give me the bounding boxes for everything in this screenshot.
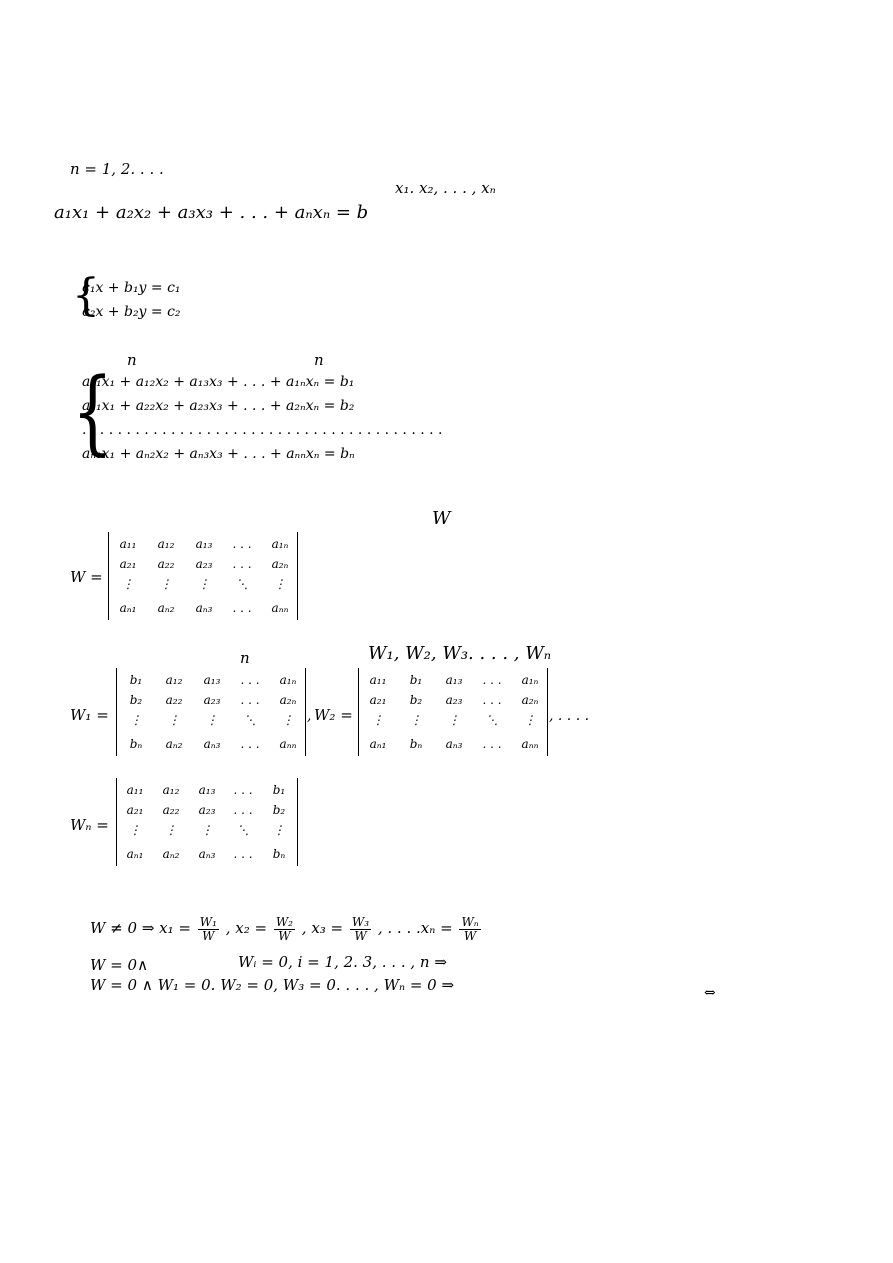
matrix-cell: aₙ₁ [369, 737, 387, 751]
w-list: W₁, W₂, W₃. . . . , Wₙ [368, 643, 552, 664]
matrix-cell: . . . [232, 537, 252, 551]
determinant-separator: , . . . . [549, 708, 590, 724]
matrix-cell: a₂₂ [162, 803, 180, 817]
matrix-cell: a₁₁ [369, 673, 387, 687]
matrix-cell: aₙ₂ [162, 847, 180, 861]
n-values-formula: n = 1, 2. . . . [70, 160, 164, 178]
matrix-cell: a₂₃ [203, 693, 221, 707]
matrix-cell: aₙₙ [521, 737, 539, 751]
determinant-label: W₁ = [70, 706, 109, 724]
matrix-cell: a₂₁ [126, 803, 144, 817]
matrix-cell: a₁₃ [203, 673, 221, 687]
determinant-separator: , [307, 708, 312, 724]
system-2x2-line: c₂x + b₂y = c₂ [82, 304, 181, 320]
matrix-cell: . . . [482, 673, 502, 687]
variables-formula: x₁. x₂, . . . , xₙ [395, 179, 496, 197]
matrix-cell: . . . [232, 601, 252, 615]
n-label: n [127, 351, 137, 369]
matrix-cell: bₙ [272, 847, 286, 861]
matrix-cell: aₙ₂ [165, 737, 183, 751]
matrix-cell: a₂₃ [445, 693, 463, 707]
cramer-separator: , . . . .xₙ = [377, 919, 453, 938]
matrix-cell: a₂ₙ [521, 693, 539, 707]
matrix-cell: aₙ₃ [198, 847, 216, 861]
matrix-cell: ⋮ [410, 713, 422, 727]
matrix-cell: a₁ₙ [271, 537, 289, 551]
determinant-label: W₂ = [314, 706, 353, 724]
matrix-cell: aₙ₃ [195, 601, 213, 615]
system-nxn-line: aₙ₁x₁ + aₙ₂x₂ + aₙ₃x₃ + . . . + aₙₙxₙ = bₙ [82, 446, 355, 462]
matrix-cell: ⋮ [165, 823, 177, 837]
matrix-cell: a₂₁ [119, 557, 137, 571]
matrix-cell: . . . [240, 737, 260, 751]
left-brace-icon: { [72, 358, 113, 465]
matrix-cell: ⋮ [122, 577, 134, 591]
matrix-cell: aₙ₁ [119, 601, 137, 615]
matrix-cell: b₂ [129, 693, 143, 707]
matrix-cell: ⋮ [372, 713, 384, 727]
matrix-cell: bₙ [129, 737, 143, 751]
matrix-cell: ⋮ [168, 713, 180, 727]
matrix-cell: a₁₁ [126, 783, 144, 797]
matrix-cell: ⋱ [244, 713, 256, 727]
matrix-cell: ⋱ [236, 577, 248, 591]
matrix-cell: a₁₁ [119, 537, 137, 551]
iff-symbol: ⇔ [704, 985, 716, 1001]
matrix-cell: a₂₃ [198, 803, 216, 817]
matrix-cell: ⋱ [237, 823, 249, 837]
cramer-separator: , x₃ = [301, 919, 344, 938]
matrix-cell: a₂ₙ [271, 557, 289, 571]
matrix-cell: a₁₂ [162, 783, 180, 797]
matrix-cell: ⋱ [486, 713, 498, 727]
matrix-cell: aₙ₃ [445, 737, 463, 751]
matrix-cell: a₂₂ [157, 557, 175, 571]
matrix-cell: . . . [240, 673, 260, 687]
n-label: n [240, 649, 250, 667]
determinant-label: Wₙ = [70, 816, 109, 834]
matrix-cell: b₁ [129, 673, 143, 687]
system-nxn-line: a₂₁x₁ + a₂₂x₂ + a₂₃x₃ + . . . + a₂ₙxₙ = b₂ [82, 398, 355, 414]
matrix-cell: a₂₂ [165, 693, 183, 707]
matrix-cell: a₁₃ [445, 673, 463, 687]
matrix-cell: ⋮ [201, 823, 213, 837]
matrix-cell: a₂₃ [195, 557, 213, 571]
left-brace-icon: { [72, 270, 100, 321]
matrix-cell: . . . [482, 737, 502, 751]
cramer-condition-2a: W = 0∧ [90, 956, 149, 974]
fraction: $\frac{\text{W₁}}{W}$ [199, 915, 217, 943]
linear-equation: a₁x₁ + a₂x₂ + a₃x₃ + . . . + aₙxₙ = b [54, 202, 369, 223]
matrix-cell: bₙ [409, 737, 423, 751]
cramer-condition-1 [90, 916, 483, 942]
matrix-cell: ⋮ [282, 713, 294, 727]
system-nxn-line: . . . . . . . . . . . . . . . . . . . . . . . . . . . . . . . . . . . . . . . . . [82, 422, 443, 438]
matrix-cell: . . . [233, 847, 253, 861]
w-symbol: W [432, 508, 451, 529]
matrix-cell: . . . [482, 693, 502, 707]
matrix-cell: a₁ₙ [521, 673, 539, 687]
matrix-cell: . . . [232, 557, 252, 571]
matrix-cell: a₂₁ [369, 693, 387, 707]
matrix-cell: ⋮ [448, 713, 460, 727]
matrix-cell: aₙ₂ [157, 601, 175, 615]
matrix-cell: a₁ₙ [279, 673, 297, 687]
determinant-label: W = [70, 568, 103, 586]
matrix-cell: b₂ [272, 803, 286, 817]
matrix-cell: ⋮ [524, 713, 536, 727]
matrix-cell: ⋮ [273, 823, 285, 837]
matrix-cell: . . . [233, 783, 253, 797]
matrix-cell: b₁ [272, 783, 286, 797]
cramer-condition-2b: Wᵢ = 0, i = 1, 2. 3, . . . , n ⇒ [238, 953, 447, 971]
cramer-condition-3: W = 0 ∧ W₁ = 0. W₂ = 0, W₃ = 0. . . . , Wₙ = 0 ⇒ [90, 976, 455, 994]
cramer-prefix: W ≠ 0 ⇒ x₁ = [90, 919, 191, 938]
matrix-cell: ⋮ [206, 713, 218, 727]
matrix-cell: aₙₙ [271, 601, 289, 615]
matrix-cell: . . . [233, 803, 253, 817]
matrix-cell: aₙ₃ [203, 737, 221, 751]
matrix-cell: a₁₂ [165, 673, 183, 687]
matrix-cell: b₁ [409, 673, 423, 687]
cramer-separator: , x₂ = [225, 919, 268, 938]
matrix-cell: a₁₂ [157, 537, 175, 551]
matrix-cell: ⋮ [160, 577, 172, 591]
fraction: $\frac{\text{W₂}}{W}$ [275, 915, 293, 943]
matrix-cell: a₁₃ [195, 537, 213, 551]
system-2x2-line: c₁x + b₁y = c₁ [82, 280, 181, 296]
matrix-cell: ⋮ [130, 713, 142, 727]
matrix-cell: a₂ₙ [279, 693, 297, 707]
n-label: n [314, 351, 324, 369]
matrix-cell: b₂ [409, 693, 423, 707]
matrix-cell: ⋮ [198, 577, 210, 591]
fraction: $\frac{\text{Wₙ}}{W}$ [461, 915, 479, 943]
matrix-cell: a₁₃ [198, 783, 216, 797]
matrix-cell: ⋮ [274, 577, 286, 591]
matrix-cell: . . . [240, 693, 260, 707]
matrix-cell: aₙₙ [279, 737, 297, 751]
fraction: $\frac{\text{W₃}}{W}$ [351, 915, 370, 943]
system-nxn-line: a₁₁x₁ + a₁₂x₂ + a₁₃x₃ + . . . + a₁ₙxₙ = b₁ [82, 374, 355, 390]
matrix-cell: ⋮ [129, 823, 141, 837]
matrix-cell: aₙ₁ [126, 847, 144, 861]
